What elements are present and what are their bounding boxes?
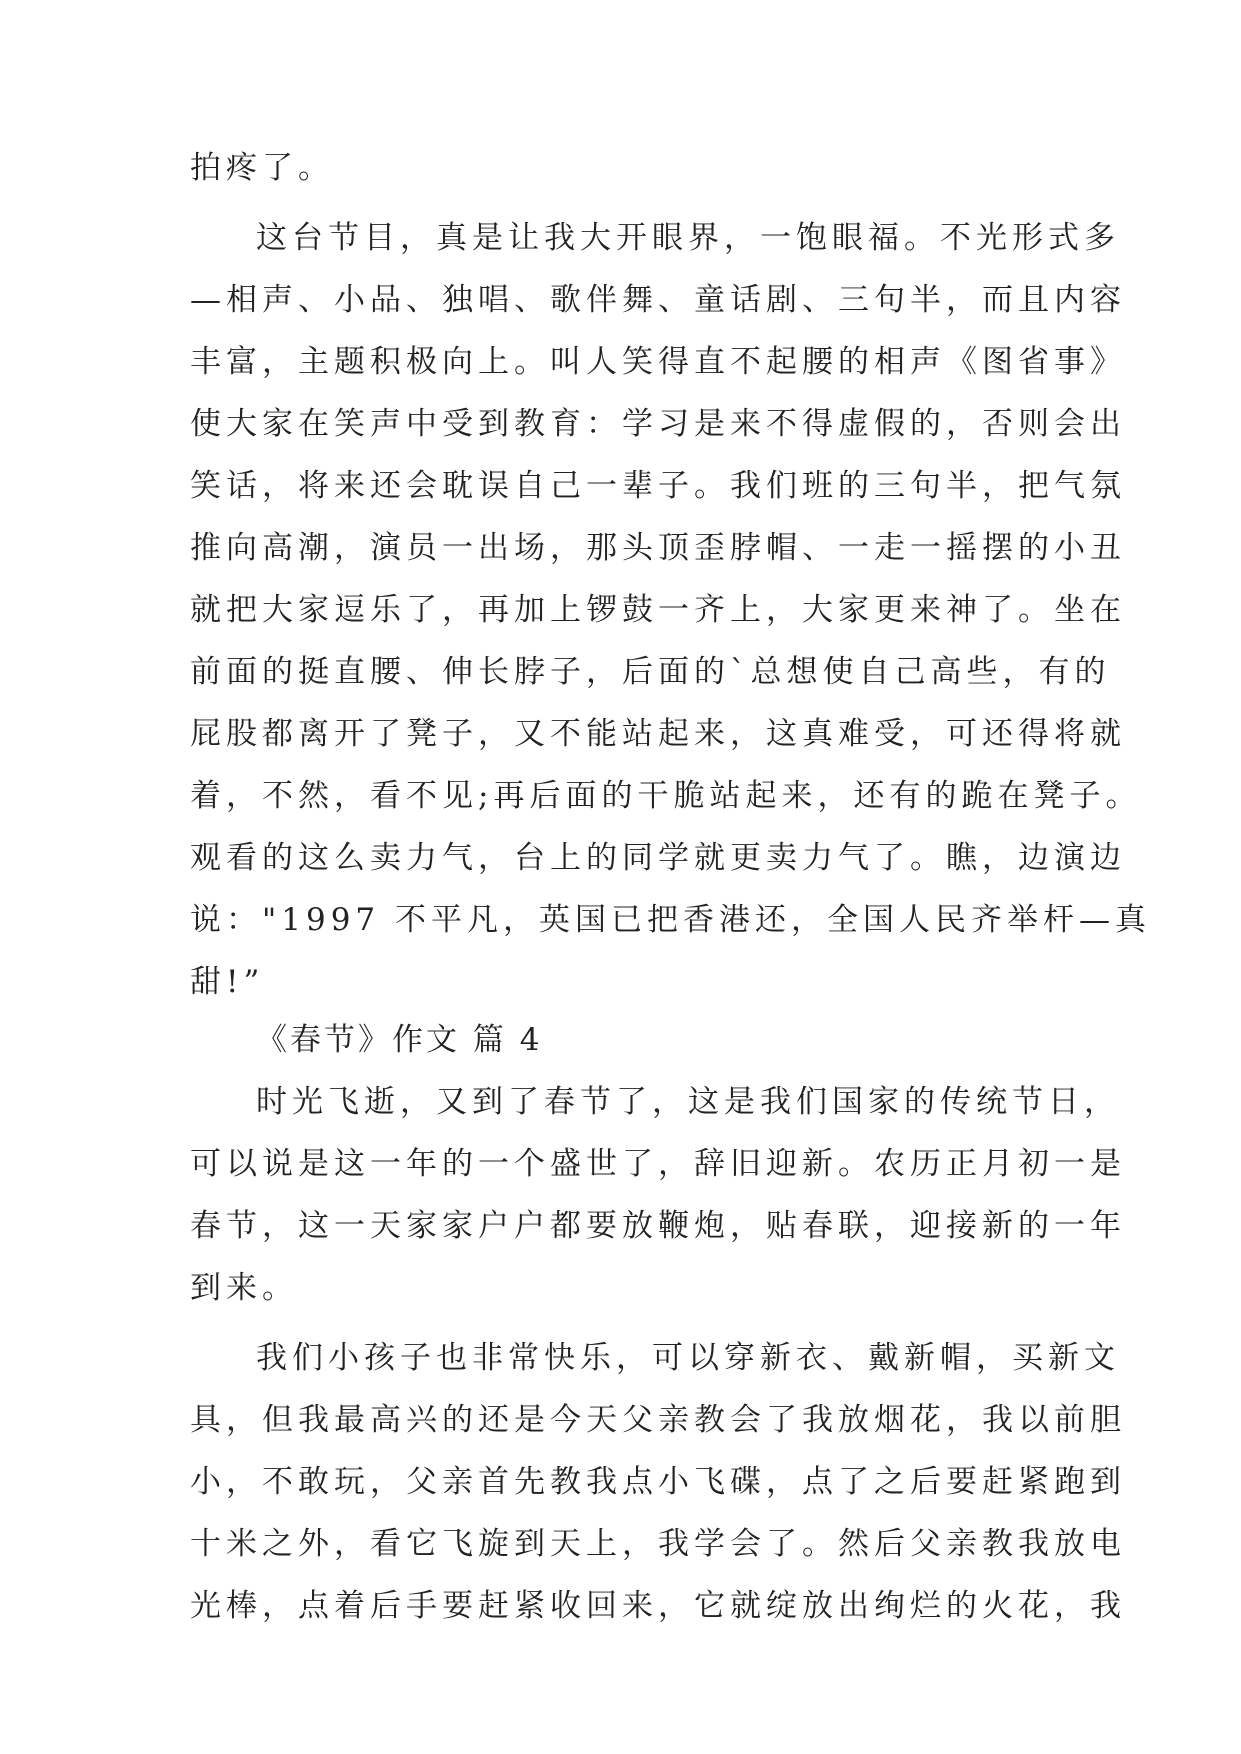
text-line: 十米之外，看它飞旋到天上，我学会了。然后父亲教我放电 [190, 1526, 1126, 1562]
text-line: 说："1997 不平凡，英国已把香港还，全国人民齐举杆—真 [190, 902, 1152, 938]
text-line: 甜!” [190, 964, 265, 1000]
text-line: 具，但我最高兴的还是今天父亲教会了我放烟花，我以前胆 [190, 1402, 1126, 1438]
text-line: 着，不然，看不见;再后面的干脆站起来，还有的跪在凳子。 [190, 778, 1142, 814]
section-heading: 《春节》作文 篇 4 [256, 1022, 543, 1058]
paragraph-start-line: 时光飞逝，又到了春节了，这是我们国家的传统节日， [256, 1084, 1120, 1120]
text-line: 春节，这一天家家户户都要放鞭炮，贴春联，迎接新的一年 [190, 1208, 1126, 1244]
text-line: 拍疼了。 [190, 150, 334, 186]
text-line: 丰富，主题积极向上。叫人笑得直不起腰的相声《图省事》 [190, 344, 1126, 380]
text-line: 到来。 [190, 1270, 298, 1306]
paragraph-start-line: 这台节目，真是让我大开眼界，一饱眼福。不光形式多 [256, 220, 1120, 256]
text-line: 光棒，点着后手要赶紧收回来，它就绽放出绚烂的火花，我 [190, 1588, 1126, 1624]
text-line: 笑话，将来还会耽误自己一辈子。我们班的三句半，把气氛 [190, 468, 1126, 504]
text-line: 可以说是这一年的一个盛世了，辞旧迎新。农历正月初一是 [190, 1146, 1126, 1182]
text-line: 使大家在笑声中受到教育：学习是来不得虚假的，否则会出 [190, 406, 1126, 442]
text-line: —相声、小品、独唱、歌伴舞、童话剧、三句半，而且内容 [190, 282, 1126, 318]
text-line: 观看的这么卖力气，台上的同学就更卖力气了。瞧，边演边 [190, 840, 1126, 876]
text-line: 屁股都离开了凳子，又不能站起来，这真难受，可还得将就 [190, 716, 1126, 752]
text-line: 就把大家逗乐了，再加上锣鼓一齐上，大家更来神了。坐在 [190, 592, 1126, 628]
text-line: 小，不敢玩，父亲首先教我点小飞碟，点了之后要赶紧跑到 [190, 1464, 1126, 1500]
text-line: 推向高潮，演员一出场，那头顶歪脖帽、一走一摇摆的小丑 [190, 530, 1126, 566]
paragraph-start-line: 我们小孩子也非常快乐，可以穿新衣、戴新帽，买新文 [256, 1340, 1120, 1376]
text-line: 前面的挺直腰、伸长脖子，后面的`总想使自己高些，有的 [190, 654, 1111, 690]
